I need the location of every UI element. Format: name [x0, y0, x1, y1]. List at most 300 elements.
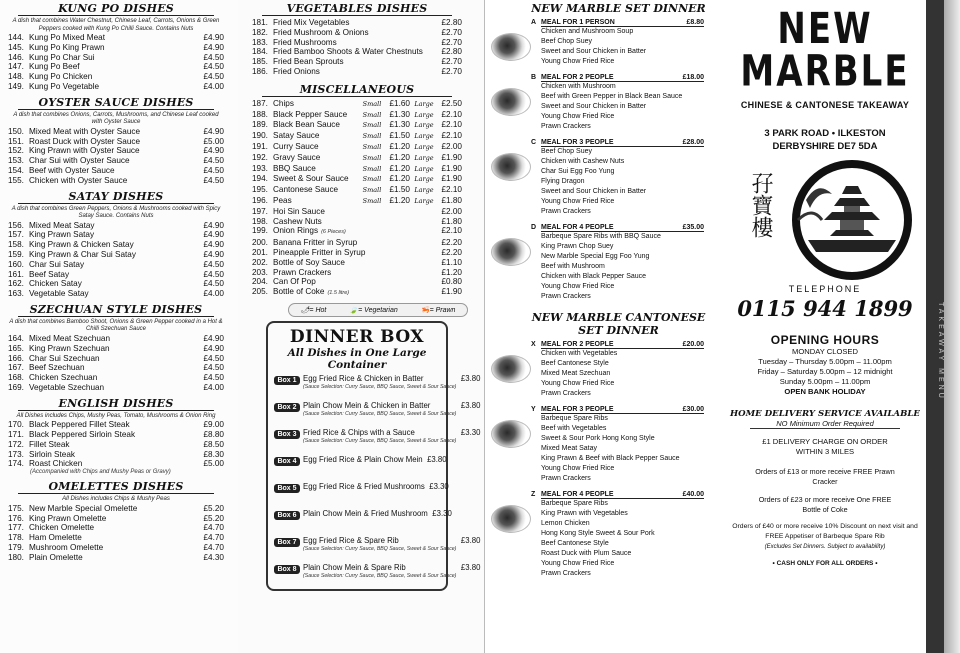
box-tag: Box 2 [274, 403, 300, 412]
side-strip: TAKEAWAY MENU [926, 0, 944, 653]
dinner-box-item[interactable] [274, 481, 449, 509]
item-price: £1.80 [441, 216, 462, 226]
item-name: Satay Sauce [273, 131, 320, 141]
item-price: £4.90 [203, 33, 224, 42]
section-miscellaneous [252, 83, 462, 299]
set-meal[interactable] [485, 491, 726, 579]
box-tag: Box 3 [274, 430, 300, 439]
meal-dish: Prawn Crackers [541, 390, 591, 397]
item-number: 157. [8, 230, 24, 240]
item-number: 149. [8, 81, 24, 91]
meal-dish: Beef Chop Suey [541, 148, 592, 155]
menu-item[interactable] [8, 504, 224, 514]
meal-dish: Beef with Mushroom [541, 263, 605, 270]
item-price: £4.00 [203, 289, 224, 299]
meal-dish: Prawn Crackers [541, 208, 591, 215]
restaurant-name: NEW MARBLE [740, 4, 910, 97]
item-number: 144. [8, 33, 24, 42]
item-number: 187. [252, 98, 268, 108]
menu-item[interactable] [8, 430, 224, 440]
item-number: 174. [8, 459, 24, 469]
meal-price: £28.00 [682, 139, 704, 146]
item-name [273, 287, 434, 299]
set-dinner-panel [484, 0, 726, 653]
size-small-label: Small [362, 175, 382, 184]
item-price: £4.50 [203, 269, 224, 279]
item-number: 167. [8, 363, 24, 373]
item-number: 183. [252, 37, 268, 47]
meal-dish: Beef Cantonese Style [541, 540, 609, 547]
opening-hours-row: Sunday 5.00pm – 11.00pm [779, 377, 871, 386]
menu-item[interactable] [252, 174, 462, 185]
box-sauce-note: (Sauce Selection: Curry Sauce, BBQ Sauce, Sweet & Sour Sauce) [303, 410, 457, 417]
item-name: Fried Onions [273, 66, 320, 76]
item-name [273, 226, 434, 238]
item-number: 172. [8, 439, 24, 449]
menu-item[interactable] [252, 57, 462, 67]
item-name: Kung Po Beef [29, 62, 80, 72]
meal-size: MEAL FOR 3 PEOPLE [541, 139, 614, 146]
chinese-name: 孖寶樓 [748, 172, 773, 238]
meal-dish: Char Sui Egg Foo Yung [541, 168, 615, 175]
menu-item[interactable] [252, 131, 462, 142]
item-name: King Prawn with Oyster Sauce [29, 146, 140, 156]
item-name: Fried Bamboo Shoots & Water Chestnuts [273, 47, 423, 57]
item-price-small: £1.20 [389, 152, 410, 162]
item-name: King Prawn Satay [29, 230, 95, 240]
menu-item[interactable] [8, 450, 224, 460]
menu-item[interactable] [252, 67, 462, 77]
meal-dish: Young Chow Fried Rice [541, 380, 615, 387]
size-small-label: Small [362, 110, 382, 119]
item-name: Chicken with Oyster Sauce [29, 175, 128, 185]
dinner-box-item[interactable] [274, 427, 481, 455]
item-number: 185. [252, 57, 268, 67]
meal-header [541, 341, 704, 349]
menu-item[interactable] [8, 53, 224, 63]
menu-item[interactable] [252, 268, 462, 278]
set-meal[interactable] [485, 224, 726, 302]
size-large-label: Large [414, 164, 434, 173]
item-number: 182. [252, 27, 268, 37]
meal-dish: Barbeque Spare Ribs [541, 415, 608, 422]
delivery-charge: £1 DELIVERY CHARGE ON ORDER WITHIN 3 MILES [762, 437, 888, 456]
item-price: £4.70 [203, 542, 224, 552]
menu-item[interactable] [252, 217, 462, 227]
menu-item[interactable] [252, 153, 462, 164]
set-meal[interactable] [485, 406, 726, 484]
meal-dish: King Prawn Chop Suey [541, 243, 614, 250]
item-price: £4.90 [203, 249, 224, 259]
menu-item[interactable] [252, 248, 462, 258]
section-rule [18, 203, 214, 204]
meal-dish: Lemon Chicken [541, 520, 590, 527]
box-text [303, 563, 456, 581]
item-name: Mixed Meat Satay [29, 220, 95, 230]
menu-item[interactable] [252, 238, 462, 248]
item-name: King Prawn Omelette [29, 513, 107, 523]
item-name-text: Onion Rings [273, 226, 319, 236]
dinner-box-item[interactable] [274, 373, 481, 401]
menu-item[interactable] [252, 277, 462, 287]
box-name: Fried Rice & Chips with a Sauce [303, 427, 415, 437]
menu-item[interactable] [8, 533, 224, 543]
menu-item[interactable] [8, 43, 224, 53]
item-name [273, 207, 434, 217]
menu-item[interactable] [8, 354, 224, 364]
item-number: 156. [8, 220, 24, 230]
item-note: (1.5 litre) [327, 290, 350, 297]
meal-price: £8.80 [686, 19, 704, 26]
menu-item[interactable] [8, 543, 224, 553]
item-price-large: £2.10 [441, 131, 462, 141]
item-number: 147. [8, 62, 24, 72]
legend-hot [301, 306, 327, 314]
section-rule [262, 15, 452, 16]
item-name: King Prawn & Chicken Satay [29, 240, 134, 250]
meal-size: MEAL FOR 4 PEOPLE [541, 491, 614, 498]
item-name: Fried Bean Sprouts [273, 57, 344, 67]
menu-item[interactable] [8, 62, 224, 72]
address-line-1: 3 PARK ROAD • ILKESTON [764, 128, 886, 139]
item-name: Vegetable Satay [29, 289, 89, 299]
menu-item[interactable] [8, 344, 224, 354]
menu-item[interactable] [252, 164, 462, 175]
dinner-box-subtitle: All Dishes in One Large Container [287, 346, 427, 371]
meal-dish: Prawn Crackers [541, 570, 591, 577]
meal-header [541, 19, 704, 27]
meal-size: MEAL FOR 3 PEOPLE [541, 406, 614, 413]
menu-item[interactable] [252, 120, 462, 131]
dinner-box-title: DINNER BOX [289, 326, 425, 347]
meal-dish: Flying Dragon [541, 178, 585, 185]
item-number: 204. [252, 277, 268, 287]
meal-dish: Beef Cantonese Style [541, 360, 609, 367]
item-name: Mixed Meat with Oyster Sauce [29, 126, 141, 136]
meal-dish: Beef with Vegetables [541, 425, 607, 432]
item-number: 186. [252, 66, 268, 76]
box-name: Plain Chow Mein & Chicken in Batter [303, 400, 431, 410]
box-name: Egg Fried Rice & Spare Rib [303, 535, 399, 545]
item-price: £2.10 [441, 226, 462, 236]
size-large-label: Large [414, 153, 434, 162]
section-title: OMELETTES DISHES [48, 480, 184, 494]
address-line-2: DERBYSHIRE DE7 5DA [772, 141, 878, 152]
legend-prawn [421, 306, 456, 314]
item-price: £2.20 [441, 238, 462, 248]
item-price: £4.00 [203, 382, 224, 392]
menu-item[interactable] [252, 99, 462, 110]
meal-dish: Young Chow Fried Rice [541, 560, 615, 567]
meal-dish: Chicken with Mushroom [541, 83, 616, 90]
item-number: 191. [252, 141, 268, 151]
item-name [273, 238, 434, 248]
item-price-large: £2.00 [441, 141, 462, 151]
item-price: £4.50 [203, 156, 224, 166]
section-rule [18, 15, 214, 16]
meal-dish: New Marble Special Egg Foo Yung [541, 253, 650, 260]
set-meal[interactable] [485, 74, 726, 132]
item-price: £4.50 [203, 353, 224, 363]
item-name: King Prawn Szechuan [29, 343, 110, 353]
item-number: 166. [8, 353, 24, 363]
item-name-text: Banana Fritter in Syrup [273, 238, 358, 248]
dish-photo [491, 238, 531, 266]
box-price: £3.80 [427, 454, 447, 464]
menu-item[interactable] [8, 373, 224, 383]
item-name: Peas [273, 195, 292, 205]
meal-dish: Barbeque Spare Ribs [541, 500, 608, 507]
item-number: 188. [252, 109, 268, 119]
set-meal[interactable] [485, 341, 726, 399]
item-number: 201. [252, 247, 268, 257]
dinner-box-item[interactable] [274, 535, 481, 563]
item-price: £4.50 [203, 373, 224, 383]
meal-letter: D [531, 224, 537, 231]
item-price: £4.90 [203, 126, 224, 136]
item-name: Kung Po Mixed Meat [29, 33, 106, 42]
menu-item[interactable] [8, 176, 224, 186]
cover-panel [726, 0, 960, 653]
menu-item[interactable] [8, 260, 224, 270]
item-price-large: £2.50 [441, 98, 462, 108]
item-name [273, 277, 434, 287]
section-title: VEGETABLES DISHES [286, 2, 428, 15]
item-price: £4.90 [203, 220, 224, 230]
item-name [273, 268, 434, 278]
meal-header [541, 224, 704, 232]
meal-dish: Young Chow Fried Rice [541, 58, 615, 65]
section-description: A dish that combines Onions, Carrots, Mushrooms, and Chinese Leaf cooked with Oyster Sauce [13, 111, 219, 126]
opening-hours-list [730, 347, 920, 397]
section-rule [18, 109, 214, 110]
meal-size: MEAL FOR 4 PEOPLE [541, 224, 614, 231]
menu-item[interactable] [8, 146, 224, 156]
item-name: Char Sui Satay [29, 259, 85, 269]
set-meal[interactable] [485, 19, 726, 67]
meal-size: MEAL FOR 2 PEOPLE [541, 74, 614, 81]
menu-item[interactable] [8, 523, 224, 533]
item-name: Sweet & Sour Sauce [273, 174, 349, 184]
menu-item[interactable] [252, 287, 462, 299]
item-number: 163. [8, 289, 24, 299]
item-price: £5.00 [203, 459, 224, 469]
menu-item[interactable] [252, 207, 462, 217]
menu-item[interactable] [252, 38, 462, 48]
dish-photo [491, 153, 531, 181]
menu-item[interactable] [252, 110, 462, 121]
meal-letter: Y [531, 406, 536, 413]
opening-hours-row: Friday – Saturday 5.00pm – 12 midnight [757, 367, 893, 376]
meal-dish: Chicken with Black Pepper Sauce [541, 273, 647, 280]
item-number: 177. [8, 523, 24, 533]
menu-item[interactable] [8, 250, 224, 260]
box-text [303, 428, 456, 446]
dinner-box-item[interactable] [274, 508, 452, 536]
item-number: 145. [8, 42, 24, 52]
item-price-small: £1.50 [389, 131, 410, 141]
menu-item[interactable] [8, 440, 224, 450]
box-tag: Box 4 [274, 457, 300, 466]
menu-item[interactable] [8, 230, 224, 240]
item-number: 197. [252, 206, 268, 216]
box-name: Egg Fried Rice & Chicken in Batter [303, 373, 424, 383]
item-name: Beef with Oyster Sauce [29, 165, 115, 175]
item-number: 202. [252, 257, 268, 267]
item-price: £4.90 [203, 146, 224, 156]
menu-item[interactable] [252, 258, 462, 268]
dinner-box [266, 321, 481, 591]
item-price: £4.50 [203, 259, 224, 269]
item-name: Black Pepper Sauce [273, 109, 348, 119]
item-price: £5.20 [203, 503, 224, 513]
item-price-large: £1.80 [441, 195, 462, 205]
meal-dish: Young Chow Fried Rice [541, 113, 615, 120]
menu-item[interactable] [8, 72, 224, 82]
menu-item[interactable] [8, 270, 224, 280]
item-name: Kung Po King Prawn [29, 42, 105, 52]
box-tag: Box 5 [274, 484, 300, 493]
symbol-legend [288, 303, 468, 317]
menu-item[interactable] [8, 420, 224, 430]
meal-letter: Z [531, 491, 536, 498]
item-name-text: Hoi Sin Sauce [273, 206, 325, 216]
item-price: £2.70 [441, 37, 462, 47]
menu-item[interactable] [8, 279, 224, 289]
menu-item[interactable] [8, 33, 224, 43]
item-number: 176. [8, 513, 24, 523]
dinner-box-item[interactable] [274, 400, 481, 428]
menu-item[interactable] [8, 137, 224, 147]
item-price: £4.90 [203, 240, 224, 250]
size-small-label: Small [362, 121, 382, 130]
item-price: £4.00 [203, 81, 224, 91]
meal-price: £35.00 [682, 224, 704, 231]
meal-header [541, 139, 704, 147]
item-name: Beef Szechuan [29, 363, 85, 373]
item-price-large: £1.90 [441, 152, 462, 162]
item-number: 164. [8, 333, 24, 343]
size-large-label: Large [414, 186, 434, 195]
item-price: £8.80 [203, 430, 224, 440]
menu-item[interactable] [8, 127, 224, 137]
box-price: £3.80 [460, 562, 481, 572]
menu-item[interactable] [252, 185, 462, 196]
dinner-box-item[interactable] [274, 562, 481, 590]
menu-item[interactable] [252, 226, 462, 238]
phone-number[interactable]: 0115 944 1899 [737, 296, 913, 321]
menu-item[interactable] [252, 28, 462, 38]
meal-price: £30.00 [682, 406, 704, 413]
item-number: 194. [252, 174, 268, 184]
item-name: Mixed Meat Szechuan [29, 333, 111, 343]
menu-item[interactable] [252, 18, 462, 28]
menu-item[interactable] [8, 82, 224, 92]
item-price-large: £1.90 [441, 163, 462, 173]
size-small-label: Small [362, 186, 382, 195]
item-name-text: Pineapple Fritter in Syrup [273, 247, 366, 257]
meal-dish: Sweet and Sour Chicken in Batter [541, 103, 647, 110]
item-number: 199. [252, 226, 268, 236]
item-price-small: £1.20 [389, 163, 410, 173]
item-price-large: £2.10 [441, 120, 462, 130]
menu-item[interactable] [252, 47, 462, 57]
item-number: 161. [8, 269, 24, 279]
item-price: £1.10 [441, 257, 462, 267]
menu-item[interactable] [8, 221, 224, 231]
item-price-small: £1.20 [389, 141, 410, 151]
menu-item[interactable] [8, 240, 224, 250]
item-name: Black Peppered Fillet Steak [29, 420, 130, 430]
menu-item[interactable] [8, 156, 224, 166]
meal-dish: Hong Kong Style Sweet & Sour Pork [541, 530, 655, 537]
section-title: KUNG PO DISHES [58, 2, 174, 15]
menu-item[interactable] [8, 383, 224, 393]
dish-photo [491, 420, 531, 448]
item-price-small: £1.60 [389, 98, 410, 108]
meal-header [541, 74, 704, 82]
menu-item[interactable] [8, 289, 224, 299]
menu-item[interactable] [252, 142, 462, 153]
item-price: £2.70 [441, 66, 462, 76]
meal-dish: Prawn Crackers [541, 293, 591, 300]
section-vegetables [252, 2, 462, 77]
item-name: Sirloin Steak [29, 449, 75, 459]
set-meal[interactable] [485, 139, 726, 217]
item-number: 173. [8, 449, 24, 459]
dinner-box-item[interactable] [274, 454, 447, 482]
item-name: Chicken Szechuan [29, 373, 98, 383]
box-sauce-note: (Sauce Selection: Curry Sauce, BBQ Sauce, Sweet & Sour Sauce) [303, 437, 457, 444]
item-price-small: £1.30 [389, 120, 410, 130]
size-large-label: Large [414, 175, 434, 184]
item-price: £4.50 [203, 279, 224, 289]
menu-item[interactable] [252, 196, 462, 207]
item-number: 160. [8, 259, 24, 269]
offer-exclusions: (Excludes Set Dinners. Subject to availability) [764, 544, 886, 550]
prawn-icon: 🦐 [420, 306, 430, 314]
meal-header [541, 491, 704, 499]
item-name-text: Prawn Crackers [273, 267, 332, 277]
size-small-label: Small [362, 153, 382, 162]
meal-dish: Roast Duck with Plum Sauce [541, 550, 632, 557]
meal-dish: Mixed Meat Szechuan [541, 370, 611, 377]
item-name: Roast Duck with Oyster Sauce [29, 136, 141, 146]
item-price-large: £1.90 [441, 174, 462, 184]
item-number: 193. [252, 163, 268, 173]
box-text [303, 482, 425, 491]
meal-dish: Chicken with Cashew Nuts [541, 158, 625, 165]
section-omelettes [8, 480, 224, 562]
size-large-label: Large [414, 99, 434, 108]
menu-item[interactable] [8, 514, 224, 524]
section-szechuan [8, 303, 224, 393]
item-price: £2.70 [441, 57, 462, 67]
item-price: £2.20 [441, 247, 462, 257]
menu-item[interactable] [8, 334, 224, 344]
menu-item[interactable] [8, 166, 224, 176]
item-price: £4.90 [203, 333, 224, 343]
meal-dish: Young Chow Fried Rice [541, 198, 615, 205]
menu-item[interactable] [8, 459, 224, 469]
meal-dish: Barbeque Spare Ribs with BBQ Sauce [541, 233, 661, 240]
menu-item[interactable] [8, 553, 224, 563]
item-number: 151. [8, 136, 24, 146]
item-price: £5.00 [203, 136, 224, 146]
menu-item[interactable] [8, 363, 224, 373]
item-price: £4.90 [203, 230, 224, 240]
legend-label: = Prawn [429, 306, 456, 314]
